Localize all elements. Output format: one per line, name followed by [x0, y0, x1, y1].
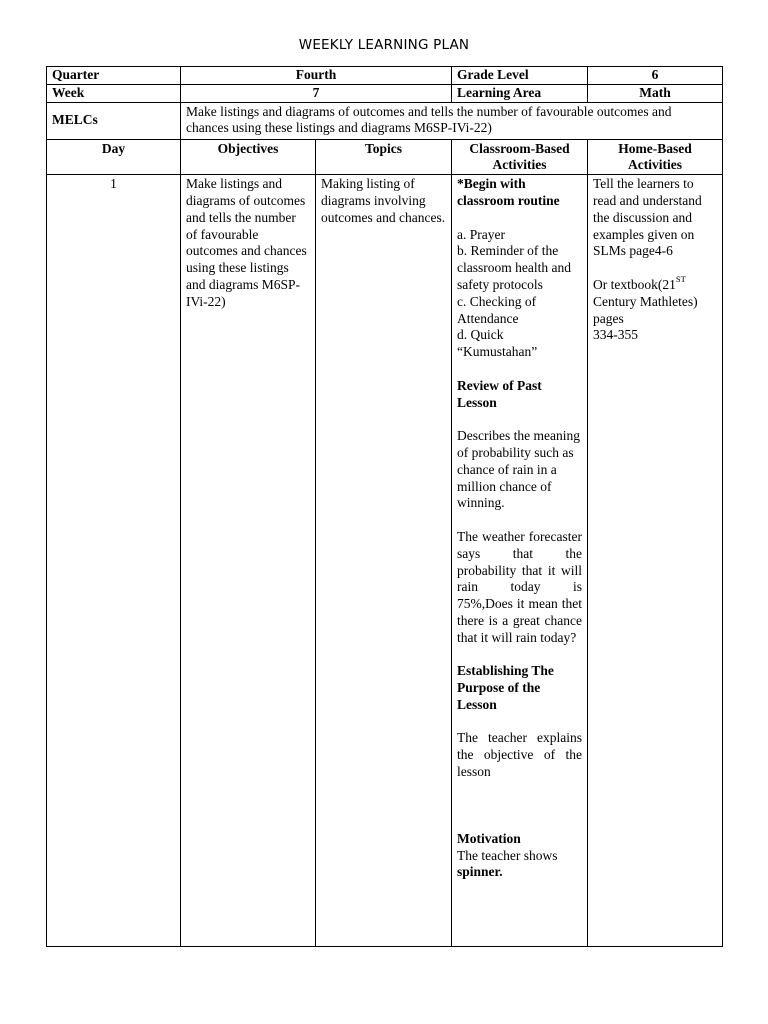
grade-level-value: 6: [588, 67, 723, 85]
routine-item: d. Quick “Kumustahan”: [457, 327, 538, 360]
routine-item: a. Prayer: [457, 226, 505, 242]
textbook-pages: 334-355: [593, 327, 638, 343]
grade-level-label: Grade Level: [452, 67, 588, 85]
learning-plan-table: [46, 66, 723, 947]
weather-question-text: The weather forecaster says that the probability that it will rain today is 75%,Does it mean thet there is a great chance that it will rain today?: [457, 528, 582, 645]
week-label: Week: [47, 84, 181, 102]
quarter-value: Fourth: [181, 67, 452, 85]
routine-item: c. Checking of Attendance: [457, 293, 537, 326]
quarter-row: [47, 67, 723, 85]
objective-cell: Make listings and diagrams of outcomes and tells the number of favourable outcomes and chances using these listings and diagrams M6SP-IVi-22): [181, 175, 316, 947]
day-number: 1: [47, 175, 181, 947]
textbook-prefix: Or textbook(21: [593, 276, 676, 292]
motivation-heading: Motivation: [457, 830, 521, 846]
col-objectives-header: Objectives: [181, 139, 316, 175]
motivation-text: The teacher shows: [457, 847, 558, 863]
purpose-text: The teacher explains the objective of the lesson: [457, 730, 582, 780]
document-title: WEEKLY LEARNING PLAN: [298, 37, 470, 53]
topic-cell: Making listing of diagrams involving outcomes and chances.: [316, 175, 452, 947]
classroom-activities-cell: [452, 175, 588, 947]
routine-heading: *Begin with classroom routine: [457, 176, 560, 208]
learning-area-label: Learning Area: [452, 84, 588, 102]
day-row: [47, 175, 723, 947]
week-row: [47, 84, 723, 102]
textbook-suffix: Century Mathletes) pages: [593, 293, 698, 326]
melcs-label: MELCs: [47, 102, 181, 139]
purpose-heading: Establishing The Purpose of the Lesson: [457, 663, 554, 712]
melcs-text: Make listings and diagrams of outcomes and tells the number of favourable outcomes and chances using these listings and diagrams M6SP-IVi-22): [181, 102, 723, 139]
textbook-superscript: ST: [675, 274, 686, 285]
quarter-label: Quarter: [47, 67, 181, 85]
motivation-bold-text: spinner.: [457, 864, 503, 880]
col-classroom-header: Classroom-Based Activities: [452, 139, 588, 175]
home-activities-cell: [588, 175, 723, 947]
melcs-row: [47, 102, 723, 139]
col-home-header: Home-Based Activities: [588, 139, 723, 175]
week-value: 7: [181, 84, 452, 102]
col-day-header: Day: [47, 139, 181, 175]
routine-item: b. Reminder of the classroom health and safety protocols: [457, 243, 571, 292]
learning-area-value: Math: [588, 84, 723, 102]
col-topics-header: Topics: [316, 139, 452, 175]
column-header-row: [47, 139, 723, 175]
review-heading: Review of Past Lesson: [457, 377, 542, 410]
review-text: Describes the meaning of probability such as chance of rain in a million chance of winning.: [457, 428, 580, 511]
home-instructions-text: Tell the learners to read and understand the discussion and examples given on SLMs page4-6: [593, 176, 702, 259]
textbook-reference: [593, 274, 717, 327]
